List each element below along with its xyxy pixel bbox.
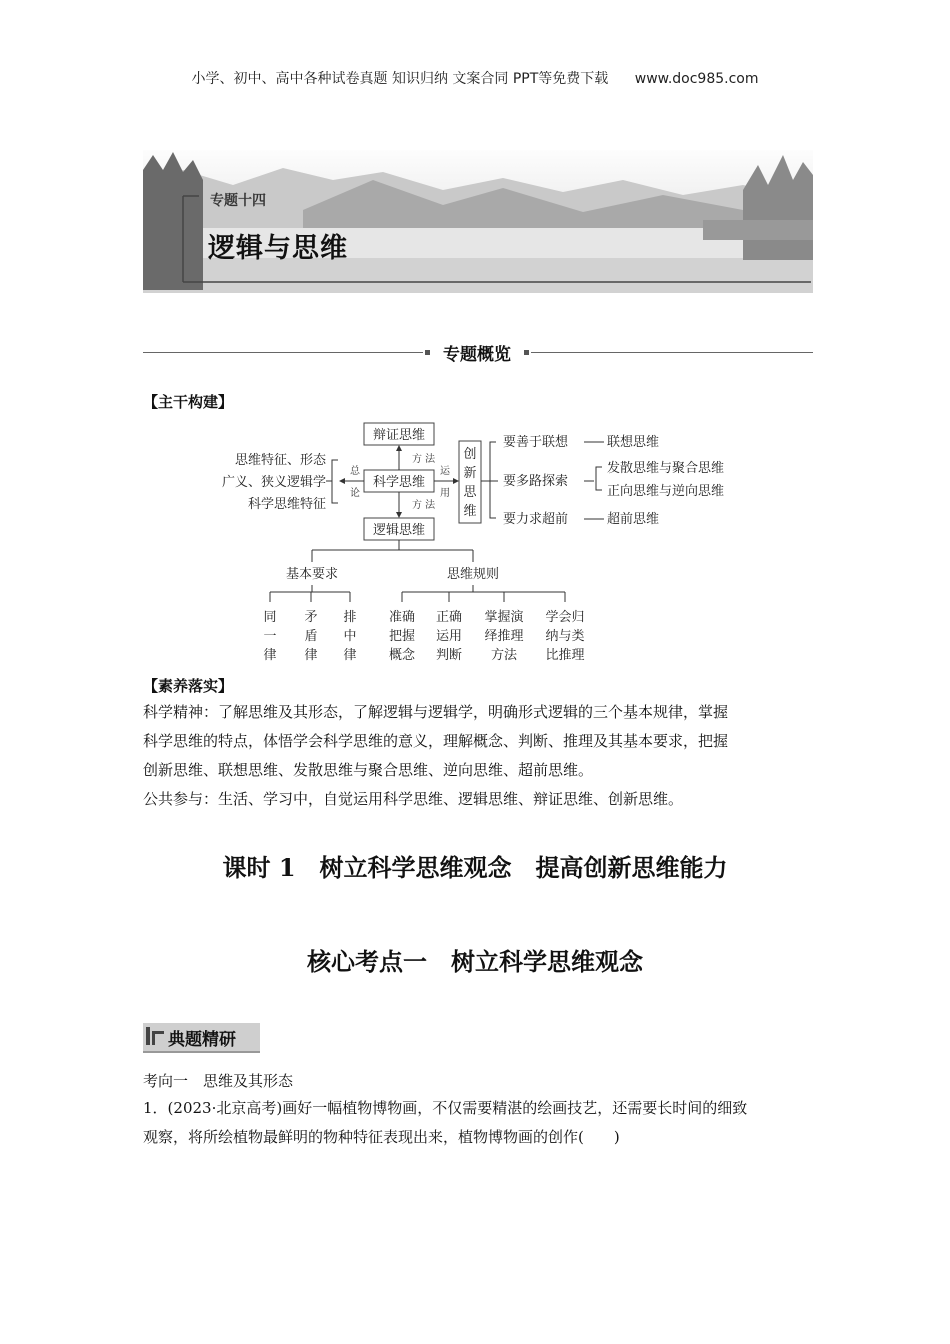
innovation-result-3: 超前思维 [607,512,660,527]
svg-text:盾: 盾 [304,629,318,644]
literacy-line-1: 科学精神：了解思维及其形态，了解逻辑与逻辑学，明确形式逻辑的三个基本规律，掌握 [143,703,729,721]
innovation-result-2a: 发散思维与聚合思维 [607,461,725,476]
innovation-result-1: 联想思维 [607,435,660,450]
svg-text:矛: 矛 [304,610,318,625]
topic-title: 逻辑与思维 [208,233,348,264]
svg-text:判断: 判断 [435,648,463,663]
branch-rules: 思维规则 [446,567,500,582]
dialectical-label: 辩证思维 [372,428,426,443]
literacy-line-4: 公共参与：生活、学习中，自觉运用科学思维、逻辑思维、辩证思维、创新思维。 [143,790,684,808]
left-item-3: 科学思维特征 [247,497,326,512]
svg-text:排: 排 [343,610,357,625]
svg-text:创: 创 [463,447,477,462]
svg-text:正确: 正确 [435,610,463,625]
svg-text:律: 律 [304,648,318,663]
right-label-2: 用 [440,488,450,499]
topic-label: 专题十四 [210,193,266,209]
literacy-line-2: 科学思维的特点，体悟学会科学思维的意义，理解概念、判断、推理及其基本要求，把握 [143,732,729,750]
svg-text:准确: 准确 [388,610,416,625]
left-label-1: 总 [350,466,360,477]
structure-heading: 【主干构建】 [143,393,234,411]
lesson-title: 课时 1 树立科学思维观念 提高创新思维能力 [222,853,728,882]
left-item-1: 思维特征、形态 [234,453,326,468]
svg-text:学会归: 学会归 [545,610,585,625]
bottom-arrow-label: 方 法 [412,500,436,511]
svg-text:概念: 概念 [388,648,416,663]
basic-requirements [263,609,356,663]
svg-text:绎推理: 绎推理 [484,629,524,644]
left-item-2: 广义、狭义逻辑学 [221,475,326,490]
question-line-2: 观察，将所绘植物最鲜明的物种特征表现出来，植物博物画的创作( ) [143,1128,620,1146]
svg-text:律: 律 [263,648,277,663]
scientific-label: 科学思维 [372,475,426,490]
svg-text:掌握演: 掌握演 [484,610,524,625]
left-label-2: 论 [350,488,360,499]
logic-label: 逻辑思维 [372,523,426,538]
svg-text:同: 同 [263,610,277,625]
tab-icon [146,1027,150,1045]
svg-text:运用: 运用 [435,629,463,644]
innovation-item-3: 要力求超前 [503,512,569,527]
svg-text:新: 新 [463,466,477,481]
literacy-line-3: 创新思维、联想思维、发散思维与聚合思维、逆向思维、超前思维。 [143,761,594,779]
overview-title: 专题概览 [443,345,511,365]
question-1 [143,1094,813,1152]
innovation-result-2b: 正向思维与逆向思维 [607,484,725,499]
svg-text:律: 律 [343,648,357,663]
question-line-1: 1．(2023·北京高考)画好一幅植物博物画，不仅需要精湛的绘画技艺，还需要长时间的细致 [143,1099,748,1117]
header-text: 小学、初中、高中各种试卷真题 知识归纳 文案合同 PPT等免费下载 [191,71,609,87]
svg-text:思: 思 [463,485,477,500]
svg-text:把握: 把握 [388,629,416,644]
svg-text:维: 维 [463,504,477,519]
svg-text:纳与类: 纳与类 [545,629,585,644]
literacy-text [143,698,813,814]
svg-text:一: 一 [263,629,277,644]
right-label-1: 运 [440,466,450,477]
header-url[interactable]: www.doc985.com [634,71,759,87]
branch-basic: 基本要求 [285,567,339,582]
core-point-title: 核心考点一 树立科学思维观念 [307,947,643,976]
direction-title: 考向一 思维及其形态 [143,1072,294,1090]
innovation-item-2: 要多路探索 [503,474,569,489]
svg-text:方法: 方法 [490,648,518,663]
innovation-item-1: 要善于联想 [503,435,569,450]
tab-icon-bracket [152,1031,164,1045]
svg-text:中: 中 [343,629,357,644]
literacy-heading: 【素养落实】 [143,677,234,695]
thinking-rules [389,609,585,663]
top-arrow-label: 方 法 [412,454,436,465]
tab-label: 典题精研 [168,1030,236,1050]
svg-text:比推理: 比推理 [545,648,585,663]
